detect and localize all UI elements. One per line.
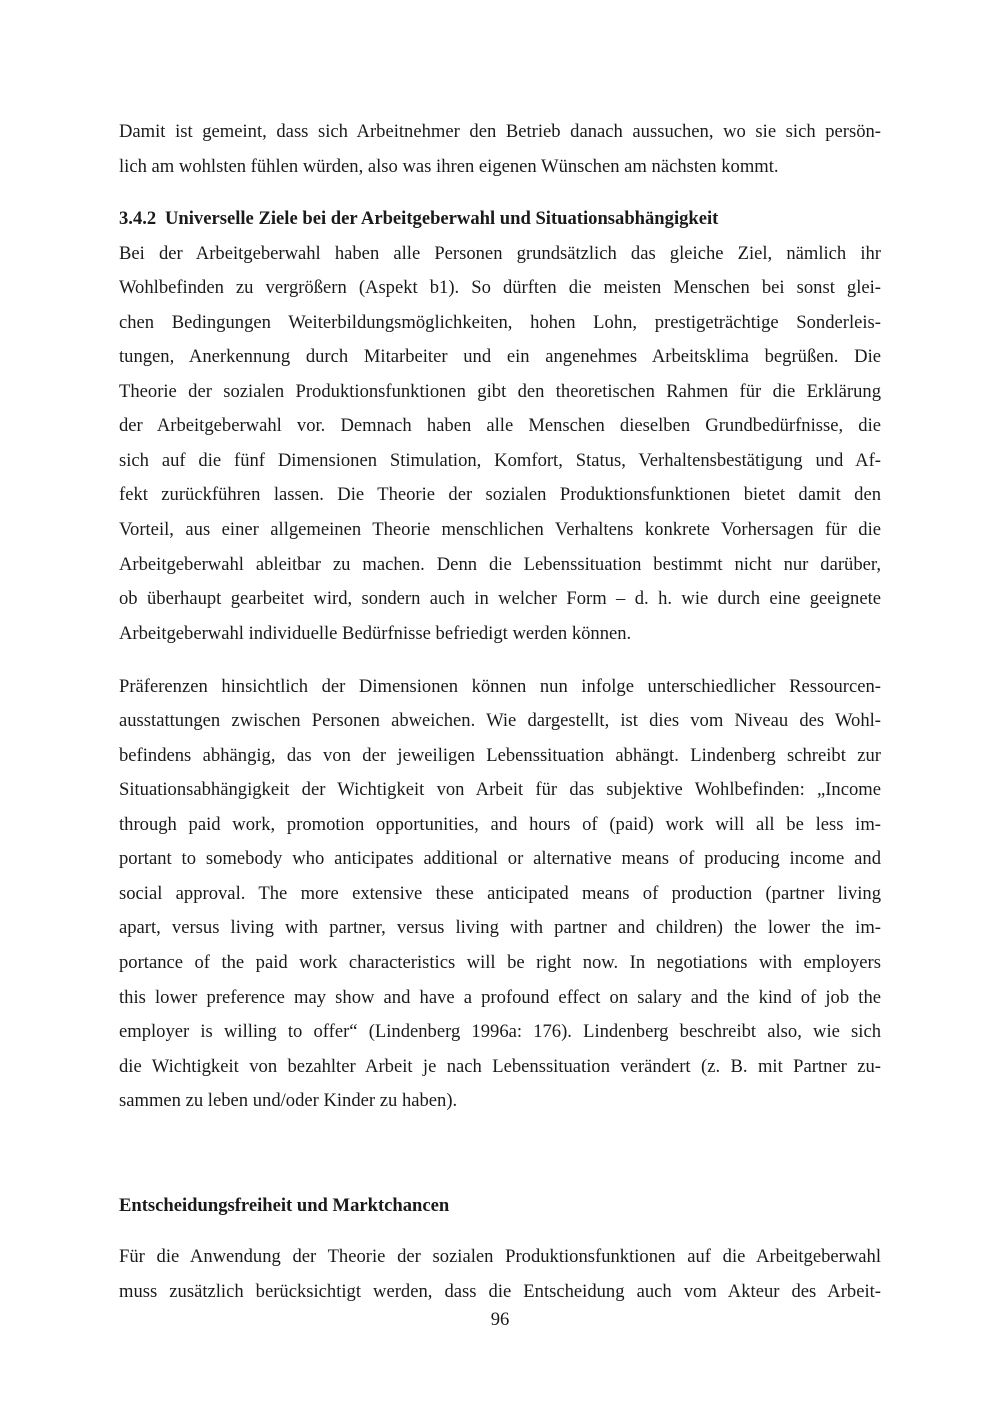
text-line: portance of the paid work characteristics will be right now. In negotiations with employers — [119, 952, 881, 973]
text-line: Für die Anwendung der Theorie der sozialen Produktionsfunktionen auf die Arbeitgeberwahl — [119, 1246, 881, 1267]
text-line: fekt zurückführen lassen. Die Theorie der sozialen Produktionsfunktionen bietet damit den — [119, 484, 881, 505]
subheading: Entscheidungsfreiheit und Marktchancen — [119, 1195, 450, 1216]
text-line: sammen zu leben und/oder Kinder zu haben). — [119, 1090, 458, 1111]
text-line: employer is willing to offer“ (Lindenberg 1996a: 176). Lindenberg beschreibt also, wie sich — [119, 1021, 881, 1042]
text-line: through paid work, promotion opportunities, and hours of (paid) work will all be less im- — [119, 814, 881, 835]
text-line: Wohlbefinden zu vergrößern (Aspekt b1). So dürften die meisten Menschen bei sonst glei- — [119, 277, 881, 298]
text-line: Situationsabhängigkeit der Wichtigkeit von Arbeit für das subjektive Wohlbefinden: „Income — [119, 779, 881, 800]
text-line: lich am wohlsten fühlen würden, also was ihren eigenen Wünschen am nächsten kommt. — [119, 156, 779, 177]
text-line: Präferenzen hinsichtlich der Dimensionen können nun infolge unterschiedlicher Ressourcen- — [119, 676, 881, 697]
text-line: tungen, Anerkennung durch Mitarbeiter und ein angenehmes Arbeitsklima begrüßen. Die — [119, 346, 881, 367]
section-title: Universelle Ziele bei der Arbeitgeberwahl und Situationsabhängigkeit — [165, 208, 719, 229]
text-line: ob überhaupt gearbeitet wird, sondern auch in welcher Form – d. h. wie durch eine geeignete — [119, 588, 881, 609]
text-line: Damit ist gemeint, dass sich Arbeitnehmer den Betrieb danach aussuchen, wo sie sich persön- — [119, 121, 881, 142]
text-line: befindens abhängig, das von der jeweiligen Lebenssituation abhängt. Lindenberg schreibt zur — [119, 745, 881, 766]
text-line: Theorie der sozialen Produktionsfunktionen gibt den theoretischen Rahmen für die Erklärung — [119, 381, 881, 402]
page-number: 96 — [490, 1309, 510, 1330]
text-line: ausstattungen zwischen Personen abweichen. Wie dargestellt, ist dies vom Niveau des Wohl- — [119, 710, 881, 731]
text-line: Arbeitgeberwahl ableitbar zu machen. Denn die Lebenssituation bestimmt nicht nur darüber, — [119, 554, 881, 575]
text-line: sich auf die fünf Dimensionen Stimulation, Komfort, Status, Verhaltensbestätigung und Af- — [119, 450, 881, 471]
text-line: chen Bedingungen Weiterbildungsmöglichkeiten, hohen Lohn, prestigeträchtige Sonderleis- — [119, 312, 881, 333]
text-line: der Arbeitgeberwahl vor. Demnach haben alle Menschen dieselben Grundbedürfnisse, die — [119, 415, 881, 436]
text-line: Vorteil, aus einer allgemeinen Theorie menschlichen Verhaltens konkrete Vorhersagen für die — [119, 519, 881, 540]
text-line: this lower preference may show and have a profound effect on salary and the kind of job the — [119, 987, 881, 1008]
text-line: muss zusätzlich berücksichtigt werden, dass die Entscheidung auch vom Akteur des Arbeit- — [119, 1281, 881, 1302]
section-number: 3.4.2 — [119, 208, 157, 229]
text-line: apart, versus living with partner, versus living with partner and children) the lower the im- — [119, 917, 881, 938]
text-line: die Wichtigkeit von bezahlter Arbeit je nach Lebenssituation verändert (z. B. mit Partner zu- — [119, 1056, 881, 1077]
text-line: social approval. The more extensive these anticipated means of production (partner living — [119, 883, 881, 904]
text-line: portant to somebody who anticipates additional or alternative means of producing income and — [119, 848, 881, 869]
text-line: Arbeitgeberwahl individuelle Bedürfnisse befriedigt werden können. — [119, 623, 632, 644]
text-line: Bei der Arbeitgeberwahl haben alle Personen grundsätzlich das gleiche Ziel, nämlich ihr — [119, 243, 881, 264]
section-heading — [119, 207, 718, 231]
